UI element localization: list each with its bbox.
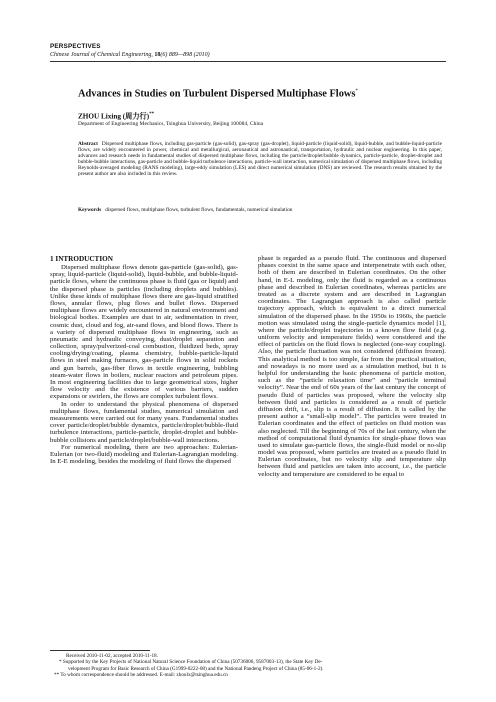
journal-issue-pages: (6) 889—898 (2010) [160,52,210,58]
abstract [78,141,442,177]
keywords-text: dispersed flows, multiphase flows, turbulent flows, fundamentals, numerical simulation [105,207,293,213]
title-footnote-mark: * [355,89,358,94]
body-column-left [50,255,238,465]
author-footnote-mark: ** [149,112,155,117]
keywords-label: Keywords [78,207,102,213]
running-header [50,43,450,59]
paper-title [78,85,438,100]
body-column-right [258,255,446,478]
footnote-support-continued: velopment Program for Basic Research of China (G1999-0222-08) and the National Pandeng Project of China (85-06-1-2). [68,665,324,672]
body-paragraph: For numerical modeling, there are two approaches: Eulerian-Eulerian (or two-fluid) modeling and Eulerian-Lagrangian modeling. In E-E modeling, besides the modeling of fluid flows the dispersed [50,443,238,466]
header-rule [50,61,446,62]
footnote-support: * Supported by the Key Projects of National Natural Science Foundation of China (50736006, 9587003-13), the State Key De- [59,659,323,666]
affiliation: Department of Engineering Mechanics, Tsinghua University, Beijing 100084, China [78,121,264,127]
abstract-label: Abstract [78,141,98,147]
body-paragraph: phase is regarded as a pseudo fluid. The continuous and dispersed phases coexist in the same space and interpenetrate with each other, both of them are described in Eulerian coordinates. On the other hand, in E-L modeling, only the fluid is regarded as a continuous phase and described in Eulerian coordinates, whereas particles are treated as a discrete system and are described in Lagrangian coordinates. The Lagrangian approach is also called particle trajectory approach, which is equivalent to a direct numerical simulation of the dispersed phase. In the 1950s to 1960s, the particle motion was simulated using the single-particle dynamics model [1], where the particle/droplet trajectories in a known flow field (e.g. uniform velocity and temperature fields) were considered and the effect of particles on the fluid flows is neglected (one-way coupling). Also, the particle fluctuation was not considered (diffusion frozen). This analytical method is too simple, far from the practical situation, and nowadays is no more used as a simulation method, but it is helpful for understanding the basic phenomena of particle motion, such as the “particle relaxation time” and “particle terminal velocity”. Near the end of 60s years of the last century the concept of pseudo fluid of particles was proposed, where the velocity slip between fluid and particles is considered as a result of particle diffusion drift, i.e., slip is a result of diffusion. It is called by the present author a “small-slip model”. The particles were treated in Eulerian coordinates and the effect of particles on fluid motion was also neglected. Till the beginning of 70s of the last century, when the method of computational fluid dynamics for single-phase flows was used to simulate gas-particle flows, the single-fluid model or no-slip model was proposed, where particles are treated as a pseudo fluid in Eulerian coordinates, but no velocity slip and temperature slip between fluid and particles are taken into account, i.e., the particle velocity and temperature are considered to be equal to [258,255,446,478]
footnote-rule [50,650,150,651]
body-paragraph: Dispersed multiphase flows denote gas-particle (gas-solid), gas-spray, liquid-particle (liquid-solid), liquid-bubble, and bubble-liquid-particle flows, where the continuous phase is fluid (gas or liquid) and the dispersed phase is particles (including droplets and bubbles). Unlike these kinds of multiphase flows there are gas-liquid stratified flows, annular flows, plug flows and bullet flows. Dispersed multiphase flows are widely encountered in natural environment and biological bodies. Examples are dust in air, sedimentation in river, cosmic dust, cloud and fog, air-sand flows, and blood flows. There is a variety of dispersed multiphase flows in engineering, such as pneumatic and hydraulic conveying, dust/droplet separation and collection, spray/pulverized-coal combustion, fluidized beds, spray cooling/drying/coating, plasma chemistry, bubble-particle-liquid flows in steel making furnaces, gas-particle flows in solid rockets and gun barrels, gas-fiber flows in textile engineering, bubbling steam-water flows in boilers, nuclear reactors and petroleum pipes. In most engineering facilities due to large geometrical sizes, higher flow velocity and the existence of various barriers, sudden expansions or swirlers, the flows are complex turbulent flows. [50,264,238,401]
keywords [78,207,442,213]
author-text: ZHOU Lixing (周力行) [78,112,150,121]
paper-title-text: Advances in Studies on Turbulent Dispersed Multiphase Flows [78,88,356,100]
journal-volume: 18 [154,52,161,58]
journal-citation [50,51,450,59]
section-label: PERSPECTIVES [50,43,101,50]
journal-name: Chinese Journal of Chemical Engineering, [50,52,153,58]
body-paragraph: In order to understand the physical phenomena of dispersed multiphase flows, fundamental studies, numerical simulation and measurements were carried out for many years. Fundamental studies cover particle/droplet/bubble dynamics, particle/droplet/bubble-fluid turbulence interactions, particle-particle, droplet-droplet and bubble-bubble collisions and particle/droplet/bubble-wall interactions. [50,400,238,444]
author-name [78,110,154,121]
footnotes [50,653,446,679]
section-heading: 1 INTRODUCTION [50,255,113,263]
footnote-contact: ** To whom correspondence should be addressed. E-mail: zhoulx@tsinghua.edu.cn [54,672,228,679]
abstract-text: Dispersed multiphase flows, including gas-particle (gas-solid), gas-spray (gas-droplet), liquid-particle (liquid-solid), liquid-bubble, and bubble-liquid-particle flows, are widely encountered in power, chemical and metallurgical, aeronautical and astronautical, transportation, hydraulic and nuclear engineering. In this paper, advances and research needs in fundamental studies of dispersed multiphase flows, including the particle/droplet/bubble dynamics, particle-particle, droplet-droplet and bubble-bubble interactions, gas-particle and bubble-liquid turbulence interactions, particle-wall interaction, numerical simulation of dispersed multiphase flows, including Reynolds-averaged modeling (RANS modeling), large-eddy simulation (LES) and direct numerical simulation (DNS) are reviewed. The research results obtained by the present author are also included in this review. [78,141,443,178]
footnote-received: Received 2010-11-02, accepted 2010-11-18. [66,653,158,659]
